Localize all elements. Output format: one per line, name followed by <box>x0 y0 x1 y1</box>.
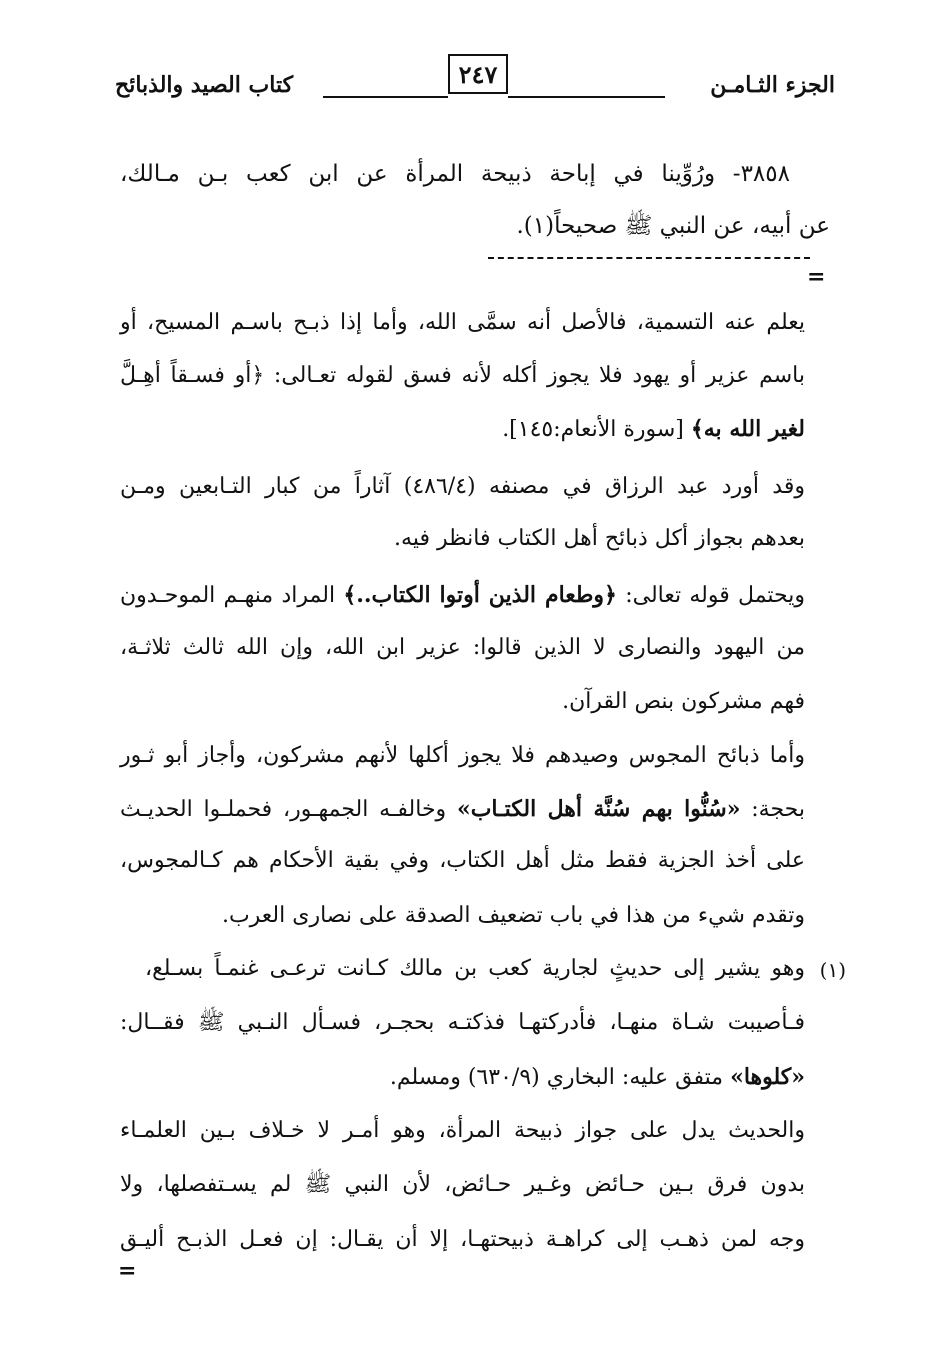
quran-citation: [سورة الأنعام:١٤٥]. <box>502 417 691 442</box>
commentary-line: يعلم عنه التسمية، فالأصل أنه سمَّى الله، وأما إذا ذبـح باسـم المسيح، أو <box>120 310 805 335</box>
continuation-mark: = <box>807 264 826 290</box>
footnote-marker: (١) <box>819 958 846 982</box>
footnote-line: بدون فرق بـين حـائض وغـير حـائض، لأن النبي ﷺ لم يسـتفصلها، ولا <box>120 1172 805 1197</box>
commentary-span: المراد منهـم الموحـدون <box>120 583 344 608</box>
footnote-separator <box>488 257 810 259</box>
footnote-line: وهو يشير إلى حديثٍ لجارية كعب بن مالك كـانت ترعـى غنمـاً بسـلع، <box>145 956 805 981</box>
footnote-line <box>390 1066 805 1089</box>
commentary-line <box>120 584 805 607</box>
main-text-line: عن أبيه، عن النبي ﷺ صحيحاً(١). <box>516 213 830 239</box>
hadith-quote: «كلوها» <box>730 1064 805 1090</box>
footnote-line: والحديث يدل على جواز ذبيحة المرأة، وهو أمـر لا خـلاف بـين العلمـاء <box>120 1118 805 1143</box>
commentary-line: باسم عزير أو يهود فلا يجوز أكله لأنه فسق لقوله تعـالى: ﴿أو فسـقاً أهِـلَّ <box>120 363 805 388</box>
commentary-line: وتقدم شيء من هذا في باب تضعيف الصدقة على نصارى العرب. <box>221 903 805 928</box>
main-text-line: ٣٨٥٨- ورُوِّينا في إباحة ذبيحة المرأة عن ابن كعب بـن مـالك، <box>120 161 790 187</box>
commentary-line <box>502 418 805 441</box>
commentary-span: بحجة: <box>740 797 805 822</box>
commentary-span: ويحتمل قوله تعالى: <box>616 583 806 608</box>
hadith-quote: «سُنُّوا بهم سُنَّة أهل الكتـاب» <box>456 796 741 822</box>
commentary-line: من اليهود والنصارى لا الذين قالوا: عزير ابن الله، وإن الله ثالث ثلاثـة، <box>120 635 805 660</box>
footnote-line: وجه لمن ذهـب إلى كراهـة ذبيحتهـا، إلا أن يقـال: إن فعـل الذبـح أليـق <box>120 1227 805 1252</box>
commentary-line: وأما ذبائح المجوس وصيدهم فلا يجوز أكلها لأنهم مشركون، وأجاز أبو ثـور <box>120 743 805 768</box>
quran-quote: لغير الله به﴾ <box>690 416 805 442</box>
footnote-span: متفق عليه: البخاري (٦٣٠/٩) ومسلم. <box>389 1065 731 1090</box>
commentary-span: وخالفـه الجمهـور، فحملـوا الحديـث <box>120 797 457 822</box>
commentary-line: على أخذ الجزية فقط مثل أهل الكتاب، وفي بقية الأحكام هم كـالمجوس، <box>120 848 805 873</box>
commentary-line <box>120 798 805 821</box>
header-rule-right <box>508 96 665 98</box>
header-rule-left <box>323 96 448 98</box>
header-part-title: الجزء الثـامـن <box>710 72 835 98</box>
quran-quote: ﴿وطعام الذين أوتوا الكتاب..﴾ <box>343 582 617 608</box>
end-continuation-mark: = <box>118 1258 137 1284</box>
commentary-line: وقد أورد عبد الرزاق في مصنفه (٤٨٦/٤) آثاراً من كبار التـابعين ومـن <box>120 474 805 499</box>
commentary-line: بعدهم بجواز أكل ذبائح أهل الكتاب فانظر فيه. <box>394 526 805 551</box>
commentary-line: فهم مشركون بنص القرآن. <box>562 689 805 714</box>
footnote-line: فـأصيبت شـاة منهـا، فأدركتهـا فذكتـه بحجـر، فسـأل النـبي ﷺ فقــال: <box>120 1010 805 1035</box>
header-book-title: كتاب الصيد والذبائح <box>115 72 294 98</box>
page-number: ٢٤٧ <box>448 54 508 94</box>
